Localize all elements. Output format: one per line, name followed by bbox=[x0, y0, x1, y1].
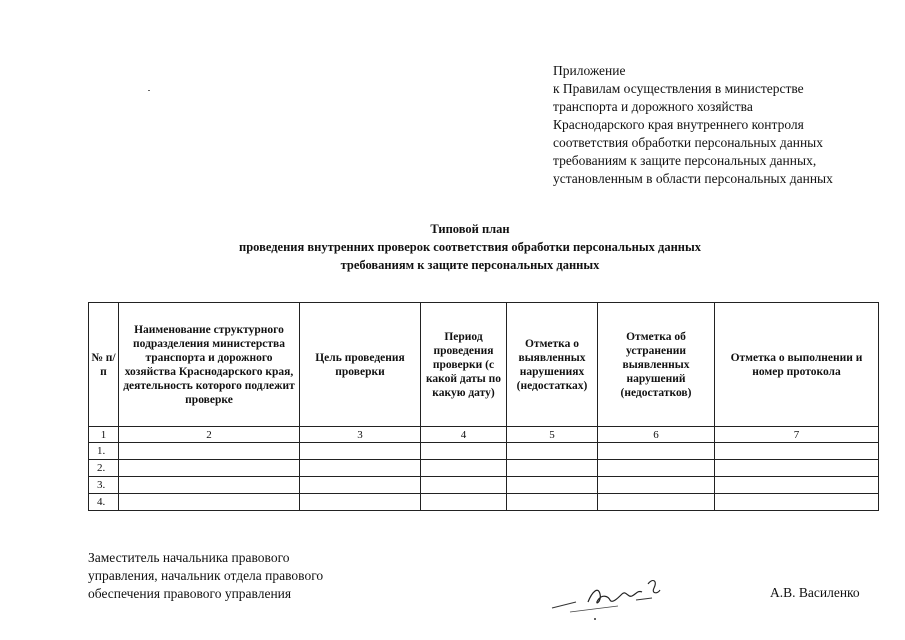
table-cell bbox=[421, 477, 507, 494]
appendix-line: транспорта и дорожного хозяйства bbox=[553, 99, 753, 114]
table-cell bbox=[507, 494, 598, 511]
column-number: 2 bbox=[119, 427, 300, 443]
header-purpose: Цель проведения проверки bbox=[300, 303, 421, 427]
table-cell bbox=[300, 494, 421, 511]
table-cell bbox=[598, 443, 715, 460]
column-number: 7 bbox=[715, 427, 879, 443]
title-line-2: проведения внутренних проверок соответствия обработки персональных данных bbox=[239, 240, 701, 254]
table-cell bbox=[119, 460, 300, 477]
header-period: Период проведения проверки (с какой даты по какую дату) bbox=[421, 303, 507, 427]
appendix-line: к Правилам осуществления в министерстве bbox=[553, 81, 804, 96]
table-cell bbox=[598, 477, 715, 494]
table-cell bbox=[507, 443, 598, 460]
table-row bbox=[89, 494, 879, 511]
plan-table-wrapper bbox=[88, 302, 879, 511]
table-cell bbox=[119, 443, 300, 460]
table-row bbox=[89, 477, 879, 494]
table-cell bbox=[421, 494, 507, 511]
table-cell bbox=[507, 477, 598, 494]
column-number: 6 bbox=[598, 427, 715, 443]
column-number: 5 bbox=[507, 427, 598, 443]
appendix-block bbox=[553, 62, 893, 188]
table-cell bbox=[507, 460, 598, 477]
signer-name: А.В. Василенко bbox=[770, 585, 860, 600]
table-row bbox=[89, 460, 879, 477]
column-number: 3 bbox=[300, 427, 421, 443]
title-line-3: требованиям к защите персональных данных bbox=[340, 258, 600, 272]
table-cell bbox=[715, 494, 879, 511]
header-completion: Отметка о выполнении и номер протокола bbox=[715, 303, 879, 427]
signer-position bbox=[88, 549, 388, 603]
plan-table bbox=[88, 302, 879, 511]
row-number: 1. bbox=[89, 443, 119, 460]
table-cell bbox=[598, 494, 715, 511]
table-cell bbox=[715, 460, 879, 477]
header-violations: Отметка о выявленных нарушениях (недостатках) bbox=[507, 303, 598, 427]
appendix-line: соответствия обработки персональных данных bbox=[553, 135, 823, 150]
table-row bbox=[89, 443, 879, 460]
signer-position-line: управления, начальник отдела правового bbox=[88, 568, 324, 583]
appendix-line: Краснодарского края внутреннего контроля bbox=[553, 117, 804, 132]
header-remediation: Отметка об устранении выявленных нарушений (недостатков) bbox=[598, 303, 715, 427]
table-cell bbox=[300, 477, 421, 494]
table-cell bbox=[119, 494, 300, 511]
signer-position-line: обеспечения правового управления bbox=[88, 586, 292, 601]
title-line-1: Типовой план bbox=[430, 222, 510, 236]
row-number: 3. bbox=[89, 477, 119, 494]
handwritten-signature bbox=[548, 572, 678, 622]
table-cell bbox=[300, 443, 421, 460]
row-number: 2. bbox=[89, 460, 119, 477]
appendix-line: установленным в области персональных данных bbox=[553, 171, 833, 186]
table-cell bbox=[421, 443, 507, 460]
column-number-row bbox=[89, 427, 879, 443]
table-cell bbox=[300, 460, 421, 477]
appendix-line: Приложение bbox=[553, 63, 626, 78]
column-number: 4 bbox=[421, 427, 507, 443]
document-title bbox=[120, 220, 820, 274]
table-cell bbox=[119, 477, 300, 494]
table-cell bbox=[598, 460, 715, 477]
table-cell bbox=[715, 443, 879, 460]
appendix-line: требованиям к защите персональных данных, bbox=[553, 153, 817, 168]
table-cell bbox=[421, 460, 507, 477]
row-number: 4. bbox=[89, 494, 119, 511]
scan-speck bbox=[148, 90, 150, 91]
header-number: № п/п bbox=[89, 303, 119, 427]
table-cell bbox=[715, 477, 879, 494]
signer-position-line: Заместитель начальника правового bbox=[88, 550, 290, 565]
header-department: Наименование структурного подразделения министерства транспорта и дорожного хозяйства Краснодарского края, деятельность которого подлежит проверке bbox=[119, 303, 300, 427]
table-header-row bbox=[89, 303, 879, 427]
column-number: 1 bbox=[89, 427, 119, 443]
